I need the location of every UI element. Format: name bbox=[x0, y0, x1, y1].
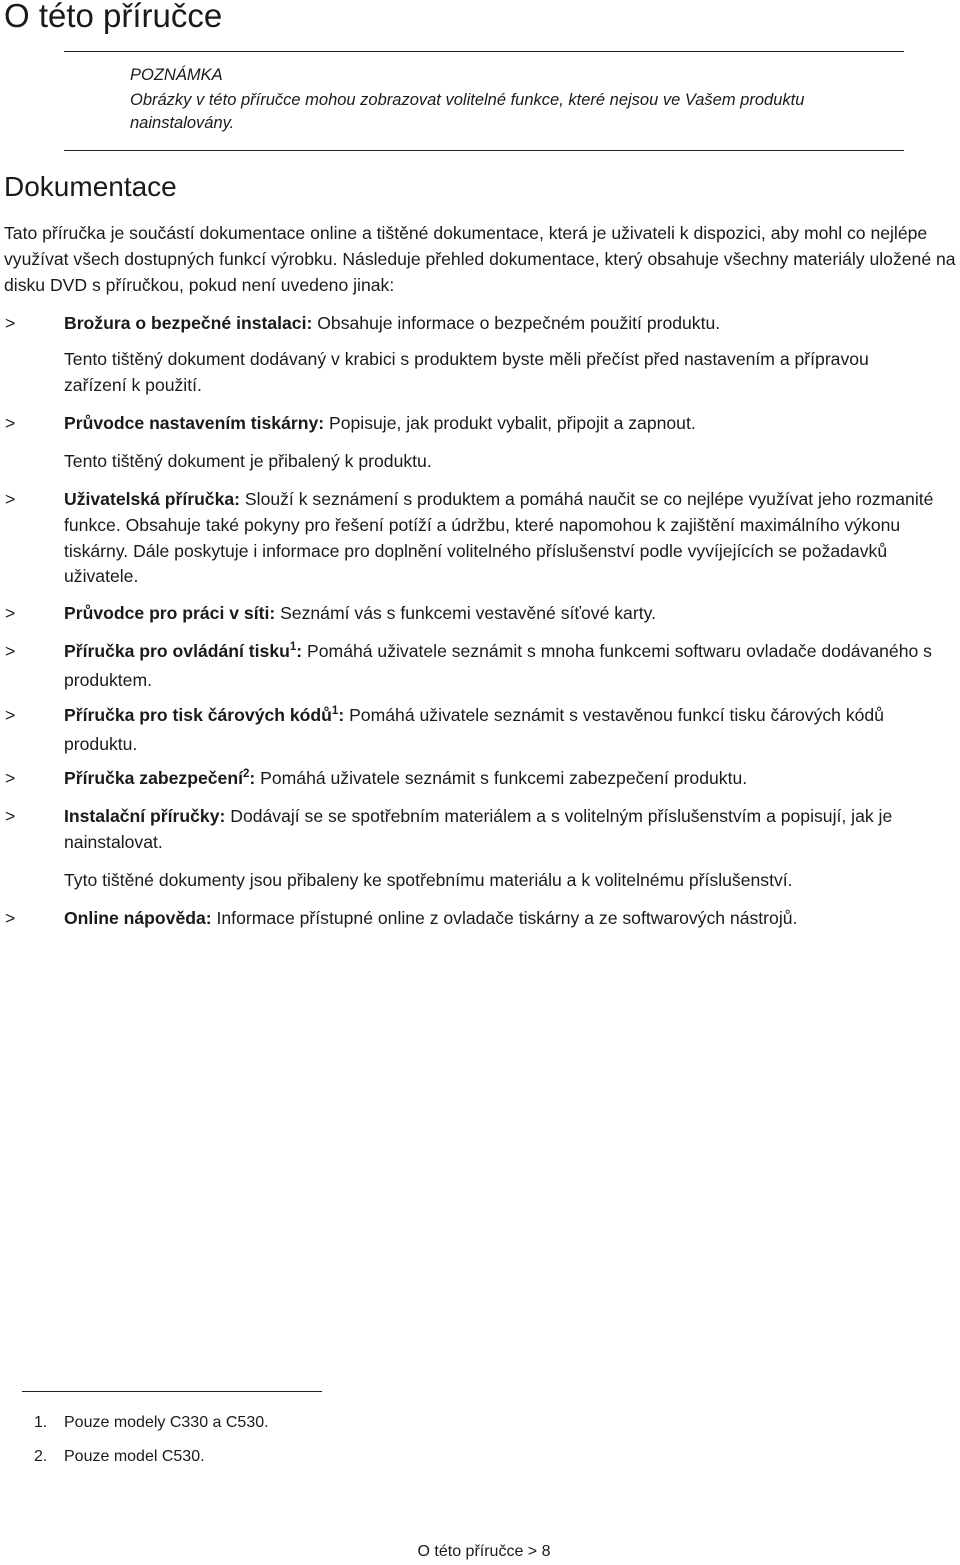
item-desc: Pomáhá uživatele seznámit s vestavěnou funkcí tisku čárových kódů produktu. bbox=[64, 705, 885, 754]
note-label: POZNÁMKA bbox=[130, 66, 223, 84]
footnote-number: 2. bbox=[34, 1448, 48, 1465]
item-extra-text: Tento tištěný dokument dodávaný v krabici s produktem byste měli přečíst před nastavením a přípravou zařízení k použití. bbox=[64, 349, 869, 395]
doc-item-network-guide bbox=[64, 601, 960, 627]
note-text: Obrázky v této příručce mohou zobrazovat volitelné funkce, které nejsou ve Vašem produktu nainstalovány. bbox=[130, 91, 805, 132]
item-desc: Informace přístupné online z ovladače tiskárny a ze softwarových nástrojů. bbox=[211, 908, 798, 928]
item-desc: Popisuje, jak produkt vybalit, připojit a zapnout. bbox=[324, 413, 696, 433]
note-bottom-rule bbox=[64, 150, 904, 151]
item-term: Instalační příručky: bbox=[64, 806, 226, 826]
doc-item-setup-guide bbox=[64, 411, 960, 437]
bullet-marker: > bbox=[5, 413, 16, 433]
item-term: Příručka pro ovládání tisku bbox=[64, 641, 290, 661]
item-desc: Seznámí vás s funkcemi vestavěné síťové karty. bbox=[275, 603, 656, 623]
doc-item-security-guide bbox=[64, 766, 960, 795]
bullet-marker: > bbox=[5, 603, 16, 623]
item-desc: Slouží k seznámení s produktem a pomáhá naučit se co nejlépe využívat jeho rozmanité funkce. Obsahuje také pokyny pro řešení potíží a údržbu, které napomohou k zajištění maximálního výkonu tiskárny. Dále poskytuje i informace pro doplnění volitelného příslušenství podle vyvíjejících se požadavků uživatele. bbox=[64, 489, 934, 587]
item-desc: Pomáhá uživatele seznámit s mnoha funkcemi softwaru ovladače dodávaného s produktem. bbox=[64, 641, 932, 690]
doc-item-safety-booklet bbox=[64, 311, 960, 337]
item-term: Uživatelská příručka: bbox=[64, 489, 241, 509]
item-term: Online nápověda: bbox=[64, 908, 212, 928]
bullet-marker: > bbox=[5, 806, 16, 826]
item-term-colon: : bbox=[296, 641, 303, 661]
item-term: Příručka zabezpečení bbox=[64, 768, 243, 788]
section-intro: Tato příručka je součástí dokumentace online a tištěné dokumentace, která je uživateli k dispozici, aby mohl co nejlépe využívat všech dostupných funkcí výrobku. Následuje přehled dokumentace, který obsahuje všechny materiály uložené na disku DVD s příručkou, pokud není uvedeno jinak: bbox=[4, 223, 956, 295]
item-term: Průvodce nastavením tiskárny: bbox=[64, 413, 325, 433]
footnote-ref[interactable]: 2 bbox=[242, 768, 250, 780]
bullet-marker: > bbox=[5, 313, 16, 333]
bullet-marker: > bbox=[5, 489, 16, 509]
note-top-rule bbox=[64, 51, 904, 52]
bullet-marker: > bbox=[5, 705, 16, 725]
doc-item-installation-guides bbox=[64, 804, 960, 856]
doc-item-user-guide bbox=[64, 487, 960, 590]
bullet-marker: > bbox=[5, 768, 16, 788]
footnote-rule bbox=[22, 1391, 322, 1392]
bullet-marker: > bbox=[5, 641, 16, 661]
item-desc: Dodávají se se spotřebním materiálem a s volitelným příslušenstvím a popisují, jak je nainstalovat. bbox=[64, 806, 893, 852]
item-term: Brožura o bezpečné instalaci: bbox=[64, 313, 313, 333]
item-term: Průvodce pro práci v síti: bbox=[64, 603, 276, 623]
doc-item-barcode-guide bbox=[64, 703, 960, 758]
item-term-colon: : bbox=[338, 705, 345, 725]
item-extra-text: Tento tištěný dokument je přibalený k produktu. bbox=[64, 451, 432, 471]
footnote-text: Pouze model C530. bbox=[64, 1448, 205, 1465]
item-term-colon: : bbox=[249, 768, 256, 788]
footnote-ref[interactable]: 1 bbox=[289, 641, 297, 653]
item-extra-text: Tyto tištěné dokumenty jsou přibaleny ke spotřebnímu materiálu a k volitelnému příslušenství. bbox=[64, 870, 793, 890]
page-title: O této příručce bbox=[4, 0, 223, 34]
bullet-marker: > bbox=[5, 908, 16, 928]
page-footer: O této příručce > 8 bbox=[417, 1543, 551, 1560]
footnote-number: 1. bbox=[34, 1414, 48, 1431]
doc-item-online-help bbox=[64, 906, 960, 932]
item-term: Příručka pro tisk čárových kódů bbox=[64, 705, 332, 725]
section-title: Dokumentace bbox=[4, 171, 177, 202]
footnote-text: Pouze modely C330 a C530. bbox=[64, 1414, 269, 1431]
item-desc: Obsahuje informace o bezpečném použití produktu. bbox=[312, 313, 721, 333]
doc-item-print-control-guide bbox=[64, 639, 960, 694]
footnote-ref[interactable]: 1 bbox=[331, 705, 339, 717]
item-desc: Pomáhá uživatele seznámit s funkcemi zabezpečení produktu. bbox=[255, 768, 748, 788]
